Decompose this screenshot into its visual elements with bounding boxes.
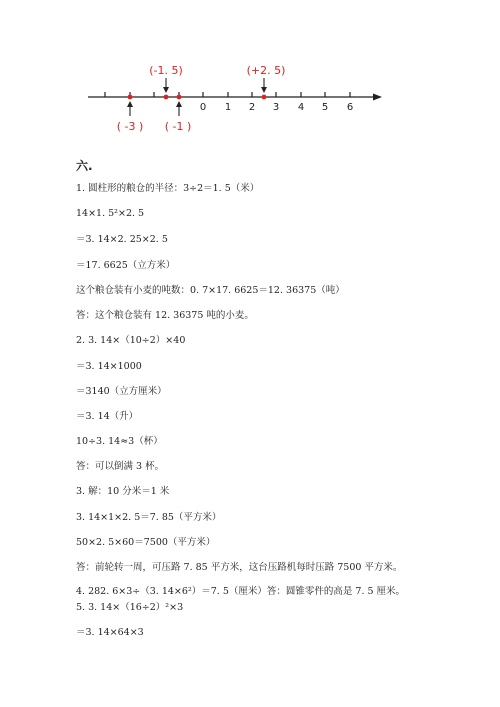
point-neg3 <box>128 95 133 100</box>
answer-line: ＝3. 14×1000 <box>76 361 142 372</box>
tick-label-6: 6 <box>346 102 354 113</box>
arrow-up-icon-neg1 <box>176 101 182 116</box>
label-neg1: ( -1 ) <box>164 120 192 133</box>
point-neg1 <box>177 95 182 100</box>
arrow-down-icon-pos2-5 <box>261 78 267 93</box>
answer-line: ＝3. 14（升） <box>76 411 139 422</box>
answer-line: ＝17. 6625（立方米） <box>76 260 176 271</box>
arrow-down-icon-neg1-5 <box>163 78 169 93</box>
answer-line: 5. 3. 14×（16÷2）²×3 <box>76 602 184 613</box>
number-line <box>0 0 500 150</box>
point-pos2-5 <box>262 95 267 100</box>
answer-line: 3. 14×1×2. 5＝7. 85（平方米） <box>76 512 222 523</box>
answer-line: ＝3. 14×2. 25×2. 5 <box>76 234 168 245</box>
answer-line: 50×2. 5×60＝7500（平方米） <box>76 537 216 548</box>
tick-label-5: 5 <box>321 102 329 113</box>
answer-line: ＝3140（立方厘米） <box>76 386 167 397</box>
answer-line: 14×1. 5²×2. 5 <box>76 208 145 219</box>
answer-line: 答：前轮转一周，可压路 7. 85 平方米，这台压路机每时压路 7500 平方米。 <box>76 562 403 573</box>
tick-label-4: 4 <box>297 102 305 113</box>
answer-line: 2. 3. 14×（10÷2）×40 <box>76 335 186 346</box>
tick-marks <box>105 92 350 97</box>
label-neg1-5: (-1. 5) <box>149 64 183 77</box>
answer-line: 4. 282. 6×3÷（3. 14×6²）＝7. 5（厘米）答：圆锥零件的高是 7. 5 厘米。 <box>76 586 406 597</box>
answer-line: 3. 解：10 分米＝1 米 <box>76 486 170 497</box>
arrow-up-icon-neg3 <box>127 101 133 116</box>
label-pos2-5: (+2. 5) <box>246 64 286 77</box>
answer-line: ＝3. 14×64×3 <box>76 627 144 638</box>
tick-label-1: 1 <box>224 102 232 113</box>
answer-line: 答：这个粮仓装有 12. 36375 吨的小麦。 <box>76 310 254 321</box>
number-line-arrow-icon <box>373 94 382 101</box>
answer-line: 这个粮仓装有小麦的吨数：0. 7×17. 6625＝12. 36375（吨） <box>76 285 345 296</box>
tick-label-3: 3 <box>272 102 280 113</box>
answer-line: 答：可以倒满 3 杯。 <box>76 461 165 472</box>
section-heading: 六. <box>76 159 93 173</box>
tick-label-0: 0 <box>199 102 207 113</box>
label-neg3: ( -3 ) <box>116 120 144 133</box>
answer-line: 10÷3. 14≈3（杯） <box>76 436 163 447</box>
tick-label-2: 2 <box>248 102 256 113</box>
point-neg1-5 <box>164 95 169 100</box>
answer-line: 1. 圆柱形的粮仓的半径：3÷2＝1. 5（米） <box>76 183 260 194</box>
